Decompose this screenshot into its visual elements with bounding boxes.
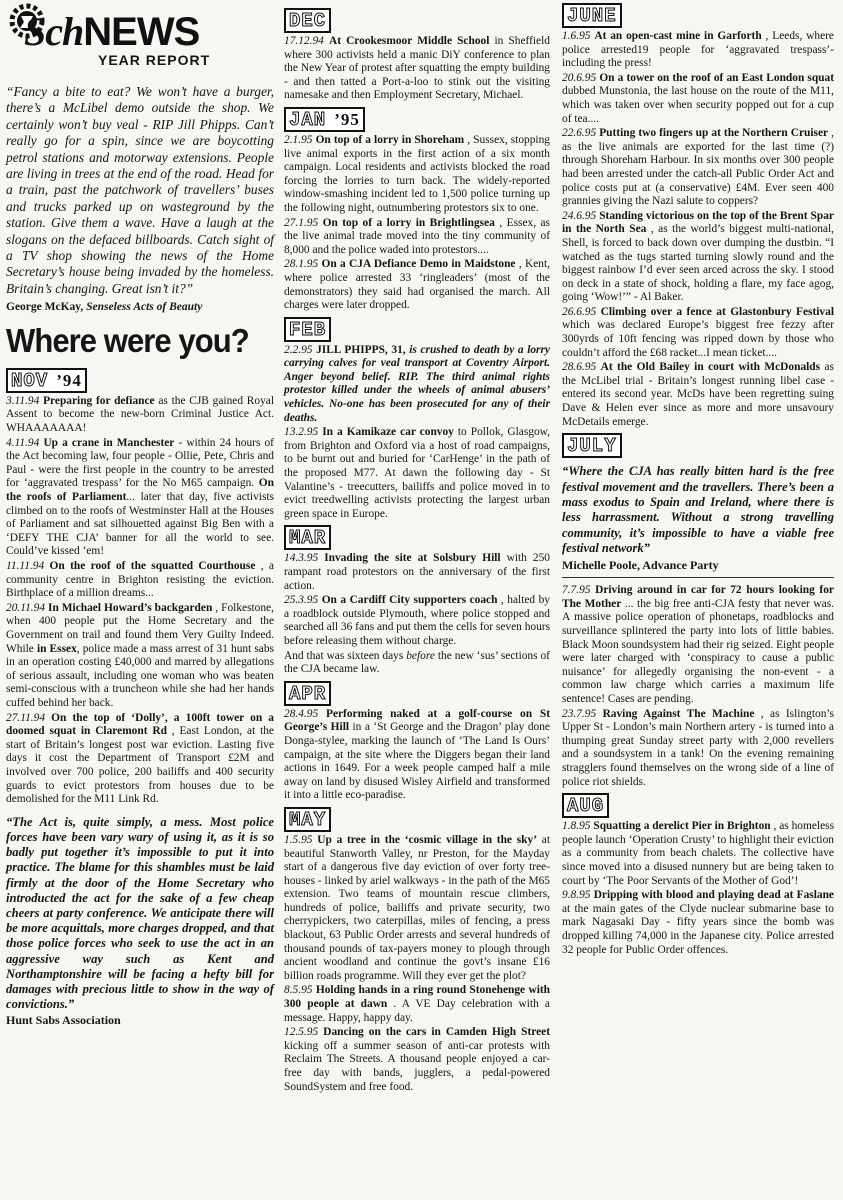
timeline-entry: [284, 834, 550, 984]
entry-text: , as Islington’s Upper St - London’s main Northern artery - is turned into a thumping great Sunday street party with 2,000 revellers and a soundsystem in a tank! On the evening remaining stragglers found themselves on the wrong side of a line of police riot shields.: [562, 707, 834, 788]
entry-date: 28.1.95: [284, 258, 319, 271]
timeline-entry: [284, 35, 550, 103]
entry-date: 27.1.95: [284, 216, 319, 229]
entry-text: kicking off a summer season of anti-car protests with Reclaim The Streets. A thousand people enjoyed a car-free day with bands, jugglers, a pedal-powered SoundSystem and free food.: [284, 1039, 550, 1093]
entry-heading: Up a crane in Manchester: [43, 436, 175, 449]
timeline-entry: [6, 395, 274, 436]
entry-text: , East London, at the start of Britain’s longest post war eviction. Lasting five days it cost the Department of Transport £2M and involved over 700 police, 200 bailiffs and 400 security guards to evict protestors from houses due to be demolished for the M11 Link Rd.: [6, 725, 274, 806]
entry-heading: On a CJA Defiance Demo in Maidstone: [321, 258, 516, 271]
entry-text: , Folkestone, when 400 people put the Home Secretary and the Government on trail and found them Very Guilty Indeed. While: [6, 601, 274, 655]
nov-entries: [6, 395, 274, 807]
entry-date: 28.4.95: [284, 707, 319, 720]
intro-byline: George McKay, Senseless Acts of Beauty: [6, 301, 203, 314]
column-middle: [284, 0, 550, 1095]
july-entries: [562, 584, 834, 789]
feb-entries: [284, 344, 550, 522]
entry-text: in Sheffield where 300 activists held a manic DiY conference to plan the New Year of protest after squatting the empty building - and then tatted a Port-a-loo to stink out the visiting namesake and then Employment Secretary, Michael.: [284, 35, 550, 102]
where-heading: Where were you?: [6, 321, 249, 359]
aug-entries: [562, 820, 834, 957]
entry-date: 12.5.95: [284, 1026, 319, 1039]
advance-party-quote: “Where the CJA has really bitten hard is the free festival movement and the travellers. There’s been a mass exodus to Spain and Ireland, where there is less harrassment. Without a strong travelling community, it’s impossible to have a viable free festival network”: [562, 464, 834, 556]
entry-heading: Driving around in car for 72 hours looking for The Mother: [562, 584, 834, 610]
entry-text: , police made a mass arrest of 31 hunt sabs in an operation costing £40,000 and marred by allegations of serious assault, including one woman who was beaten semi-conscious with a truncheon while she had her hands cuffed behind her back.: [6, 642, 274, 709]
entry-heading: At Crookesmoor Middle School: [328, 35, 490, 47]
entry-text: , Kent, where police arrested 33 ‘ringleaders’ (most of the demonstrators) they said had organised the march. All charges were later dropped.: [284, 258, 550, 312]
timeline-entry: [6, 437, 274, 559]
column-right: [562, 0, 834, 958]
entry-text: , Essex, as the live animal trade moved into the tiny community of 8,000 and the police waded into protestors....: [284, 216, 550, 256]
entry-date: 11.11.94: [6, 560, 45, 572]
entry-heading: In a Kamikaze car convoy: [322, 426, 454, 439]
apr-entries: [284, 708, 550, 803]
month-label-mar: MAR: [284, 525, 331, 550]
divider: [562, 577, 834, 578]
timeline-entry: [6, 712, 274, 807]
entry-heading: On the top of ‘Dolly’, a 100ft tower on a doomed squat in Claremont Rd: [6, 711, 274, 738]
entry-date: 24.6.95: [562, 209, 597, 222]
timeline-entry: [284, 650, 550, 677]
entry-date: 1.6.95: [562, 30, 591, 42]
entry-date: 25.3.95: [284, 594, 319, 607]
entry-heading: Dancing on the cars in Camden High Street: [323, 1026, 550, 1039]
entry-text: ... the big free anti-CJA festy that never was. A massive police operation of phonetaps, roadblocks and surveillance splintered the party into lots of little babies. Black Moon soundsystem had their rig seized. Eight people were later charged with ‘conspiracy to cause a public nuisance’ for allegedly organising the non-event - a common law charge which carries a maximum life sentence! Cases are pending.: [562, 597, 834, 705]
entry-heading: Invading the site at Solsbury Hill: [324, 552, 501, 565]
timeline-entry: [562, 306, 834, 360]
entry-heading: On the roof of the squatted Courthouse: [49, 560, 256, 572]
timeline-entry: [284, 708, 550, 803]
entry-text: , a community centre in Brighton resisting the eviction. Birthplace of a million dreams...: [6, 560, 274, 600]
entry-date: 1.8.95: [562, 820, 591, 833]
entry-heading: Preparing for defiance: [43, 394, 155, 407]
timeline-entry: [562, 708, 834, 790]
masthead: [6, 0, 274, 72]
entry-text: in a ‘St George and the Dragon’ play done Donga-stylee, marking the launch of ‘The Land Is Ours’ campaign, at the site where the Diggers began their land actions in 1649. For a week people camped half a mile away on land by disused Wisley Airfield and transformed it into a little eco-paradise.: [284, 721, 550, 802]
entry-heading: Climbing over a fence at Glastonbury Festival: [600, 305, 834, 318]
month-label-july: JULY: [562, 433, 622, 458]
entry-date: 27.11.94: [6, 711, 46, 724]
june-entries: [562, 30, 834, 429]
hunt-sabs-source: Hunt Sabs Association: [6, 1013, 121, 1028]
entry-heading: Putting two fingers up at the Northern Cruiser: [599, 127, 829, 140]
entry-date: 20.6.95: [562, 71, 597, 84]
entry-heading: in Essex: [36, 642, 77, 655]
entry-heading: Dripping with blood and playing dead at Faslane: [593, 889, 834, 902]
column-left: [6, 0, 274, 1030]
entry-heading: JILL PHIPPS, 31,: [316, 343, 406, 356]
entry-date: 14.3.95: [284, 552, 319, 565]
timeline-entry: [562, 889, 834, 957]
month-label-apr: APR: [284, 681, 331, 706]
may-entries: [284, 834, 550, 1094]
entry-text: with 250 rampant road protestors on the anniversary of the first action.: [284, 552, 550, 592]
masthead-title: SchNEWS: [24, 9, 200, 54]
timeline-entry: [284, 426, 550, 521]
timeline-entry: [562, 127, 834, 209]
entry-date: 4.11.94: [6, 436, 40, 449]
entry-text: which was declared Europe’s biggest free fezzy after 300yrds of 10ft fencing was ripped down by those who couldn’t afford the £68 racket...I mean ticket....: [562, 319, 834, 359]
entry-date: 26.6.95: [562, 305, 597, 318]
entry-text: , halted by a roadblock outside Plymouth, where police stopped and searched all 36 fans and put them the cells for seven hours before releasing them without charge.: [284, 594, 551, 647]
timeline-entry: [284, 552, 550, 593]
advance-party-source: Michelle Poole, Advance Party: [562, 557, 719, 572]
entry-text: ... later that day, five activists climbed on to the roofs of Westminster Hall at the Houses of Parliament and sat silhouetted against Big Ben with a ‘DEFY THE CJA’ banner for all the world to see. Could’ve kissed ‘em!: [6, 491, 274, 558]
entry-date: 20.11.94: [6, 601, 46, 614]
timeline-entry: [562, 210, 834, 305]
entry-date: 22.6.95: [562, 127, 597, 140]
entry-text: , as the live animals are exported for the last time (?) through Shoreham Harbour. In six months over 300 people had been arrested under the catch-all Public Order Act and police costs put at (a conservative) £4M. Ever seen 400 grannies giving the Nazi salute to coppers?: [562, 127, 834, 208]
timeline-entry: [562, 820, 834, 888]
month-label-may: MAY: [284, 807, 331, 832]
month-label-aug: AUG: [562, 793, 609, 818]
hunt-sabs-quote: “The Act is, quite simply, a mess. Most police forces have been vary wary of using it, as it is so badly put together it’s impossible to put it into practice. The blame for this shambles must be laid firmly at the door of the Home Secretary who introducted the act for the sake of a few cheap cheers at party conference. We anticipate there will be more acquittals, more charges dropped, and that those police forces who seek to use the act in an aggressive way such as Kent and Northamptonshire will be facing a hefty bill for damages with precious little to show in the way of convictions.”: [6, 814, 274, 1012]
entry-text: the new ‘sus’ sections of the CJA became law.: [284, 649, 550, 676]
timeline-entry: [6, 560, 274, 601]
entry-heading: At the Old Bailey in court with McDonalds: [600, 361, 821, 374]
entry-text: dubbed Munstonia, the last house on the route of the M11, which was taken over when security popped out for a cup of tea....: [562, 85, 834, 125]
entry-date: 2.1.95: [284, 133, 313, 146]
mar-entries: [284, 552, 550, 676]
entry-date: 13.2.95: [284, 426, 319, 439]
timeline-entry: [284, 1026, 550, 1094]
entry-text: . A VE Day celebration with a message. Happy, happy day.: [284, 998, 550, 1024]
month-label-dec: DEC: [284, 8, 331, 33]
month-label-jan: JAN ’95: [284, 107, 365, 132]
entry-heading: Up a tree in the ‘cosmic village in the sky’: [317, 833, 537, 846]
dec-entries: [284, 35, 550, 103]
entry-text: as the CJB gained Royal Assent to become the new-born Criminal Justice Act. WHAAAAAAA!: [6, 394, 274, 435]
timeline-entry: [6, 602, 274, 711]
entry-date: 7.7.95: [562, 584, 591, 597]
timeline-entry: [284, 258, 550, 312]
entry-heading: On a tower on the roof of an East London squat: [599, 71, 834, 84]
timeline-entry: [284, 984, 550, 1025]
timeline-entry: [284, 217, 550, 258]
entry-date: 28.6.95: [562, 361, 597, 374]
entry-date: 1.5.95: [284, 833, 313, 846]
entry-heading: On top of a lorry in Brightlingsea: [322, 216, 495, 229]
entry-date: 17.12.94: [284, 35, 324, 47]
masthead-subtitle: YEAR REPORT: [98, 52, 211, 68]
entry-heading: At an open-cast mine in Garforth: [594, 30, 762, 42]
timeline-entry: [284, 594, 550, 648]
entry-text: And that was sixteen days: [284, 649, 404, 662]
entry-heading: Raving Against The Machine: [602, 707, 755, 720]
entry-text: as the McLibel trial - Britain’s longest running libel case - entered its second year. McDs have been regretting suing Dave & Helen ever since as more and more unsavoury McDetails emerge.: [562, 361, 834, 428]
entry-text: , as homeless people launch ‘Operation Crusty’ to highlight their eviction as a community from beach chalets. The collective have since moved into a disused nunnery but are being taken to court by ‘The Poor Servants of the Mother of God’!: [562, 820, 834, 887]
entry-text: at the main gates of the Clyde nuclear submarine base to mark Nagasaki Day - fifty years since the bomb was dropped killing 74,000 in the Japanese city. Police arrested 32 people for Public Order offences.: [562, 902, 834, 956]
entry-heading: On the roofs of Parliament: [6, 477, 274, 504]
entry-date: 3.11.94: [6, 394, 40, 407]
month-label-feb: FEB: [284, 317, 331, 342]
entry-date: 2.2.95: [284, 343, 313, 356]
entry-heading: On a Cardiff City supporters coach: [321, 594, 498, 607]
entry-date: 23.7.95: [562, 707, 597, 720]
entry-heading: On top of a lorry in Shoreham: [315, 133, 465, 146]
month-label-june: JUNE: [562, 3, 622, 28]
entry-text: - within 24 hours of the Act becoming law, four people - Ollie, Pete, Chris and Paul - were the first people in the country to be arrested for ‘aggravated trespass’ for the No M65 campaign.: [6, 436, 274, 490]
entry-heading: Squatting a derelict Pier in Brighton: [593, 820, 771, 833]
entry-emphasis: before: [406, 649, 435, 662]
entry-heading: Standing victorious on the top of the Brent Spar in the North Sea: [562, 209, 834, 236]
entry-date: 9.8.95: [562, 889, 591, 902]
timeline-entry: [284, 134, 550, 216]
month-label-nov: NOV ’94: [6, 368, 87, 393]
intro-quote: “Fancy a bite to eat? We won’t have a burger, there’s a McLibel demo outside the shop. We certainly won’t buy veal - RIP Jill Phipps. Can’t really go for a spin, since we are boycotting petrol stations and motorway extensions. People are living in trees at the end of the road. Head for a train, past the patchwork of travellers’ buses and trucks parked up on wasteground by the station. Give them a wave. Have a laugh at the slogans on the defaced billboards. Catch sight of a TV shop showing the news of the Home Secretary’s house being invaded by the homeless. Britain’s changing. Great isn’t it?”: [6, 84, 274, 296]
entry-text: , Leeds, where police arrested19 people for ‘aggravated trespass’- including the press!: [562, 30, 834, 70]
entry-text: is crushed to death by a lorry carrying calves for veal transport at Coventry Airport. Anger beyond belief. RIP. The third animal rights protestor killed under the wheels of animal abusers’ vehicles. No-one has been prosecuted for any of their deaths.: [284, 343, 550, 424]
timeline-entry: [562, 72, 834, 126]
timeline-entry: [562, 584, 834, 706]
timeline-entry: [562, 361, 834, 429]
entry-text: , as the world’s biggest multi-national, Shell, is forced to back down over dumping the dustbin. “I watched as the tugs started turning slowly round and the biggest rainbow I’d ever seen arced across the sky. I stood on deck in a state of shock, holding a flare, my face agog, going ‘Wow!’” - Al Baker.: [562, 223, 834, 304]
jan-entries: [284, 134, 550, 313]
entry-text: , Sussex, stopping live animal exports in the first action of a six month campaign. Local residents and activists blocked the road forcing the lorries to turn back. The widely-reported window-smashing incident led to 1,500 police turning up the following night, outnumbering protestors six to one.: [284, 133, 550, 214]
timeline-entry: [562, 30, 834, 71]
entry-heading: Performing naked at a golf-course on St George’s Hill: [284, 707, 550, 734]
entry-text: at beautiful Stanworth Valley, nr Preston, for the Mayday start of a dangerous five day eviction of over forty tree-houses - linked by ariel walkways - in the path of the M65 extension. Two teams of mountain rescue climbers, hundreds of police, bailiffs and private security, two cherrypickers, two caterpillas, miles of fencing, a press blackout, 63 Public Order arrests and several hundreds of thousand pounds of tax-payers money to plough through ancient woodland and continue the govt’s insane £16 billion roads programme. Will they ever get the plot?: [284, 833, 550, 982]
entry-text: to Pollok, Glasgow, from Brighton and Oxford via a host of road campaigns, to be burnt out and buried for ‘CarHenge’ in the path of the proposed M77. At dawn the following day - St Valantine’s - treecutters, bailiffs and police moved in to evict treedwelling activists protecting the largest urban green space in Europe.: [284, 426, 550, 520]
timeline-entry: [284, 344, 550, 426]
entry-heading: In Michael Howard’s backgarden: [48, 601, 213, 614]
entry-heading: Holding hands in a ring round Stonehenge with 300 people at dawn: [284, 984, 550, 1011]
entry-date: 8.5.95: [284, 984, 313, 997]
